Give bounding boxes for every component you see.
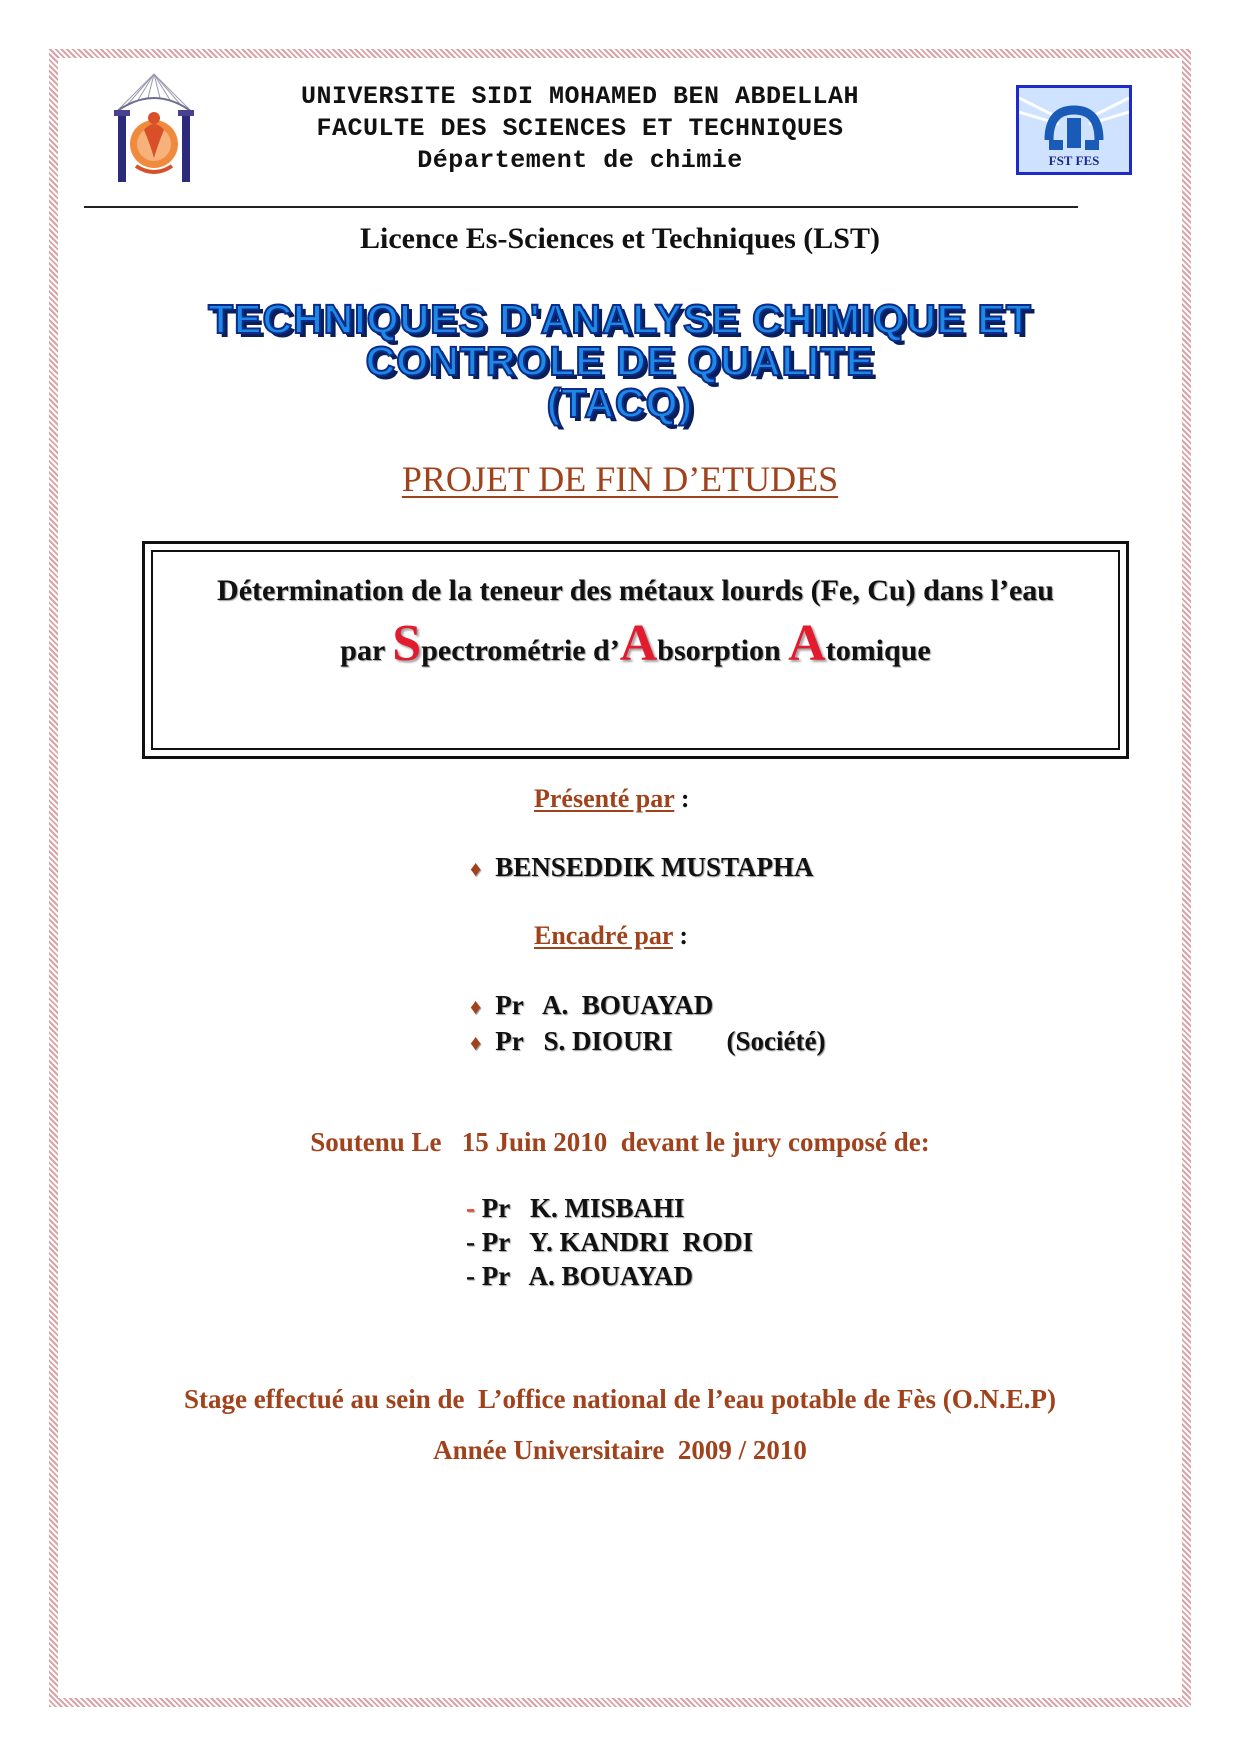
subject-s-rest: pectrométrie d’: [421, 634, 620, 667]
department-name: Département de chimie: [417, 146, 743, 175]
program-title-line3: (TACQ): [546, 380, 694, 426]
presented-label: Présenté par: [534, 784, 675, 813]
subject-line2: [145, 614, 1126, 673]
university-name: UNIVERSITE SIDI MOHAMED BEN ABDELLAH: [300, 82, 860, 111]
subject-par: par: [340, 634, 393, 667]
supervised-colon: :: [672, 921, 689, 950]
header-divider: [84, 206, 1078, 208]
supervised-heading: [534, 921, 688, 951]
diamond-bullet-icon: ♦: [470, 856, 482, 881]
university-logo: [108, 70, 200, 188]
subject-s-capital: S: [392, 615, 422, 672]
subject-a2-capital: A: [788, 615, 826, 672]
jury-dash: -: [466, 1227, 482, 1257]
academic-year: Année Universitaire 2009 / 2010: [433, 1435, 807, 1465]
diamond-bullet-icon: ♦: [470, 1030, 482, 1055]
supervisor-item: [470, 1026, 825, 1057]
defense-line: Soutenu Le 15 Juin 2010 devant le jury composé de:: [310, 1127, 930, 1157]
subject-a2-rest: tomique: [825, 634, 931, 667]
jury-member: [466, 1225, 753, 1259]
jury-member: [466, 1191, 685, 1225]
subject-box: [142, 541, 1129, 759]
supervisor-item: [470, 990, 713, 1021]
licence-title: Licence Es-Sciences et Techniques (LST): [359, 222, 880, 255]
supervisor-name: Pr S. DIOURI (Société): [495, 1026, 826, 1056]
subject-line1: Détermination de la teneur des métaux lourds (Fe, Cu) dans l’eau: [217, 574, 1054, 607]
student-name: BENSEDDIK MUSTAPHA: [495, 852, 814, 882]
internship-line: Stage effectué au sein de L’office national de l’eau potable de Fès (O.N.E.P): [184, 1384, 1056, 1414]
subject-a1-capital: A: [619, 615, 658, 672]
diamond-bullet-icon: ♦: [470, 994, 482, 1019]
program-title-line2: CONTROLE DE QUALITE: [365, 338, 875, 384]
presented-colon: :: [674, 784, 690, 813]
supervisor-name: Pr A. BOUAYAD: [495, 990, 714, 1020]
jury-member: [466, 1259, 693, 1293]
jury-dash: -: [466, 1261, 482, 1291]
jury-name: Pr K. MISBAHI: [481, 1193, 685, 1223]
supervised-label: Encadré par: [534, 921, 673, 950]
jury-name: Pr A. BOUAYAD: [481, 1261, 694, 1291]
presented-heading: [534, 784, 689, 814]
fst-logo-text: FST FES: [1048, 153, 1100, 168]
jury-dash: -: [466, 1193, 482, 1223]
faculty-name: FACULTE DES SCIENCES ET TECHNIQUES: [316, 114, 844, 143]
pfe-heading: PROJET DE FIN D’ETUDES: [401, 459, 839, 499]
fst-logo: [1016, 85, 1132, 175]
program-title-line1: TECHNIQUES D'ANALYSE CHIMIQUE ET: [208, 296, 1032, 342]
student-item: [470, 852, 814, 883]
jury-name: Pr Y. KANDRI RODI: [481, 1227, 754, 1257]
subject-a1-rest: bsorption: [657, 634, 789, 667]
